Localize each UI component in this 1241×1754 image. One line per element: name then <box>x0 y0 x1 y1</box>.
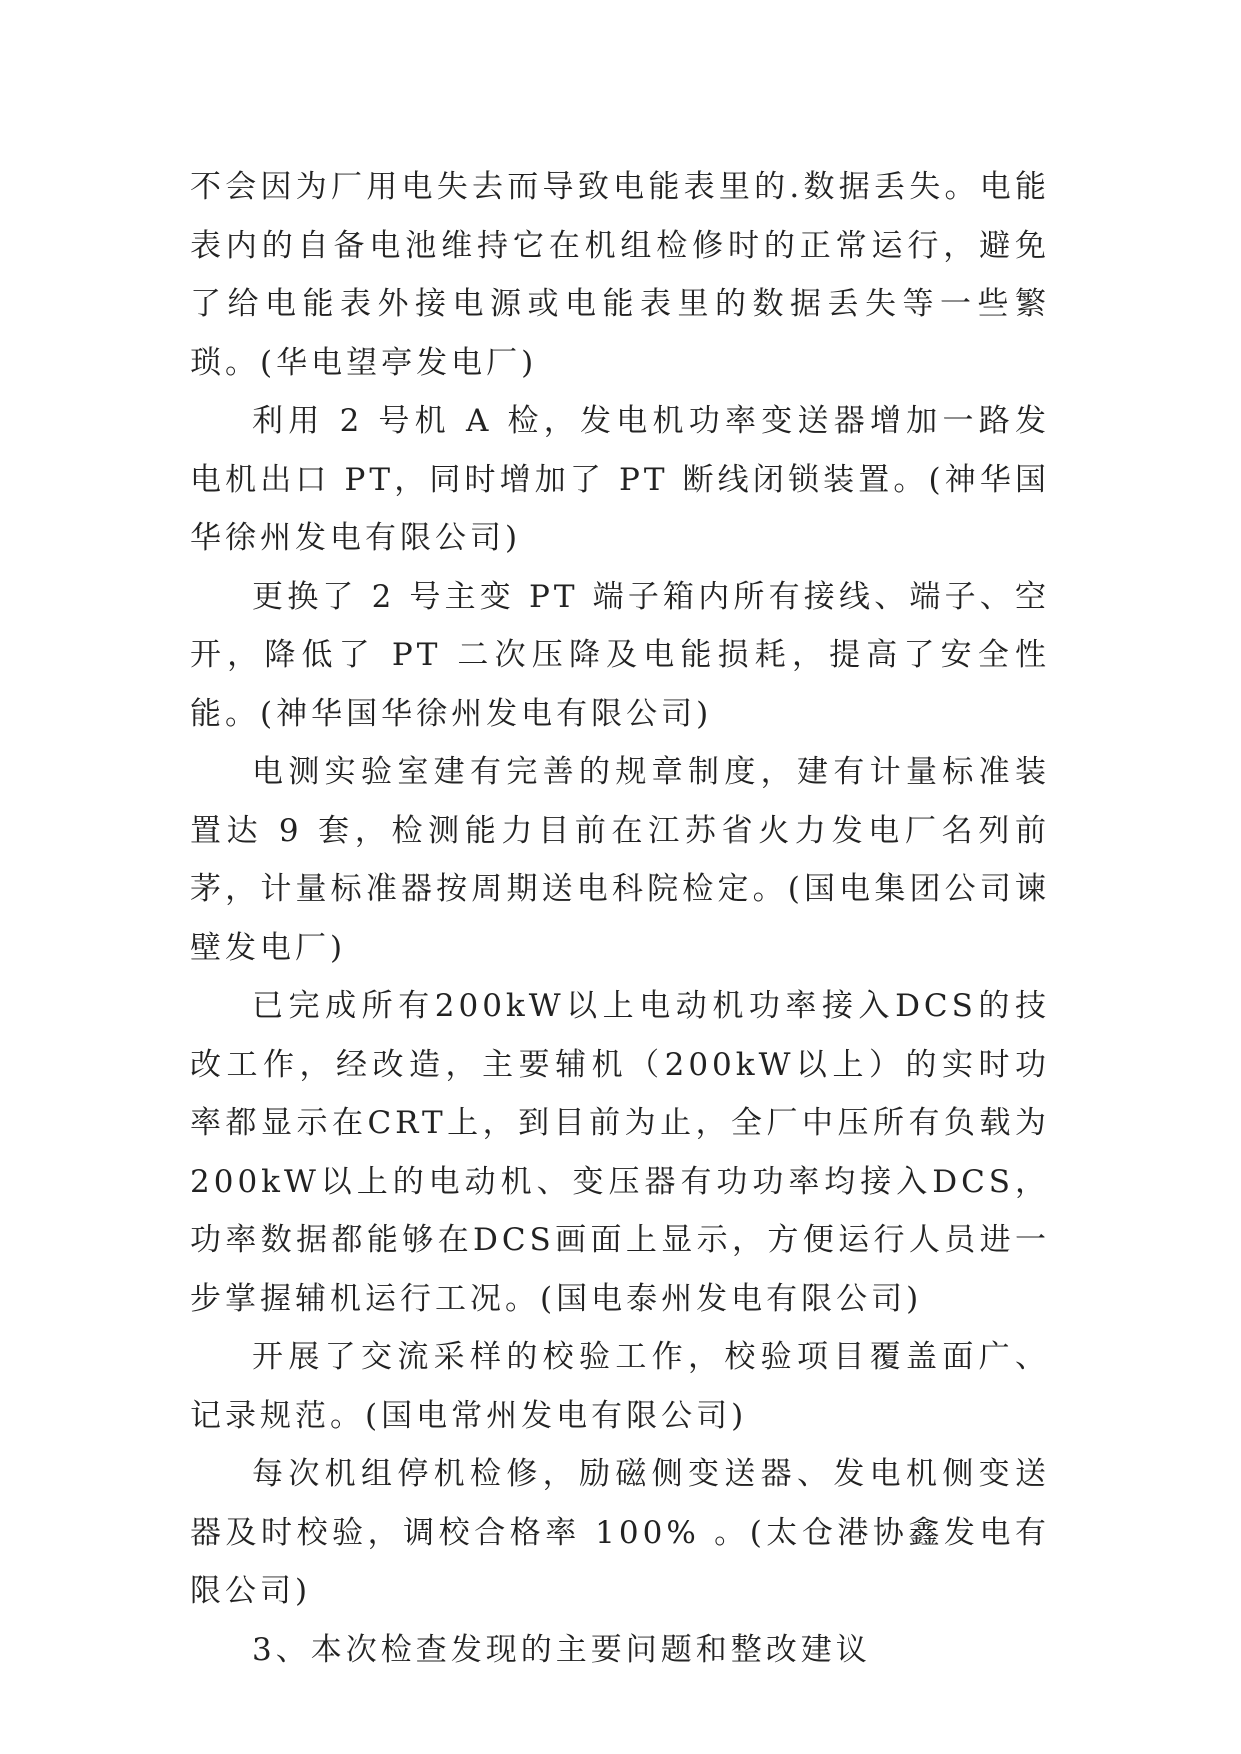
paragraph-lab: 电测实验室建有完善的规章制度，建有计量标准装置达 9 套，检测能力目前在江苏省火力发电厂名列前茅，计量标准器按周期送电科院检定。(国电集团公司谏壁发电厂) <box>190 754 1050 966</box>
paragraph-dcs-power: 已完成所有200kW以上电动机功率接入DCS的技改工作，经改造，主要辅机（200kW以上）的实时功率都显示在CRT上，到目前为止，全厂中压所有负载为200kW以上的电动机、变压器有功功率均接入DCS，功率数据都能够在DCS画面上显示，方便运行人员进一步掌握辅机运行工况。(国电泰州发电有限公司) <box>190 988 1050 1317</box>
paragraph-transmitter-calibration: 每次机组停机检修，励磁侧变送器、发电机侧变送器及时校验，调校合格率 100% 。(太仓港协鑫发电有限公司) <box>190 1456 1050 1609</box>
paragraph-ac-sampling: 开展了交流采样的校验工作，校验项目覆盖面广、记录规范。(国电常州发电有限公司) <box>190 1339 1050 1434</box>
paragraph-generator-pt: 利用 2 号机 A 检，发电机功率变送器增加一路发电机出口 PT，同时增加了 PT 断线闭锁装置。(神华国华徐州发电有限公司) <box>190 403 1050 556</box>
document-body <box>190 158 1050 1679</box>
paragraph-main-transformer-pt: 更换了 2 号主变 PT 端子箱内所有接线、端子、空开，降低了 PT 二次压降及电能损耗，提高了安全性能。(神华国华徐州发电有限公司) <box>190 578 1050 732</box>
paragraph-continuation: 不会因为厂用电失去而导致电能表里的.数据丢失。电能表内的自备电池维持它在机组检修时的正常运行，避免了给电能表外接电源或电能表里的数据丢失等一些繁琐。(华电望亭发电厂) <box>190 169 1050 381</box>
section-heading: 3、本次检查发现的主要问题和整改建议 <box>252 1631 871 1668</box>
